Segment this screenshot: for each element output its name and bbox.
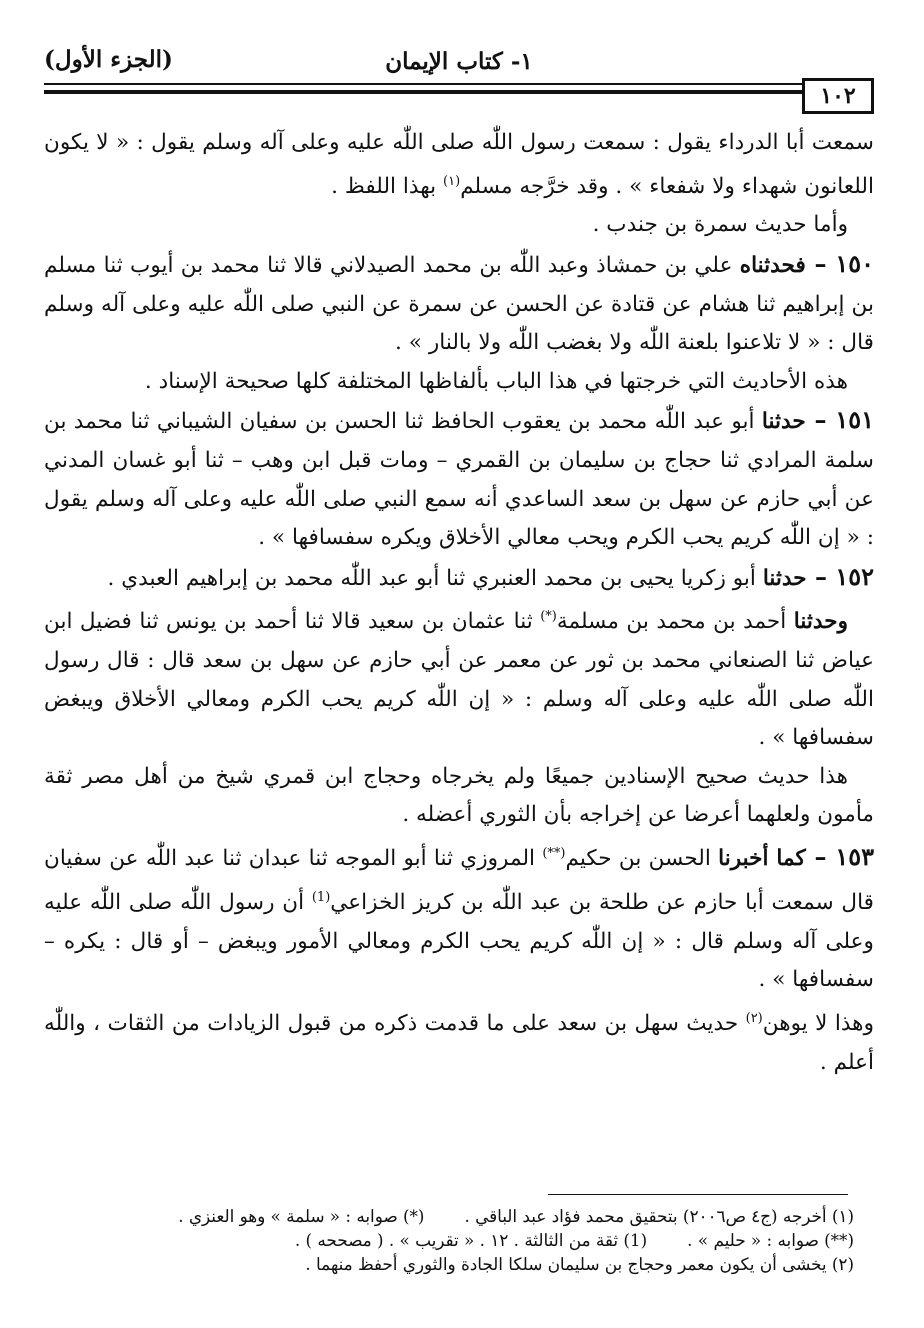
hadith-text: علي بن حمشاذ وعبد اللّٰه بن محمد الصيدلاني قالا ثنا محمد بن أيوب ثنا مسلم بن إبراهيم ثنا هشام عن قتادة عن الحسن عن سمرة عن النبي صلى اللّٰه عليه وعلى آله وسلم قال : « لا تلاعنوا بلعنة اللّٰه ولا بغضب اللّٰه ولا بالنار » . xyxy=(44,252,874,356)
hadith-153: ١٥٣ – كما أخبرنا الحسن بن حكيم(**) المروزي ثنا أبو الموجه ثنا عبدان ثنا عبد اللّٰه عن سفيان قال سمعت أبا حازم عن طلحة بن عبد اللّٰه بن كريز الخزاعي$^{(1)}$ أن رسول اللّٰه صلى اللّٰه عليه وعلى آله وسلم قال : « إن اللّٰه كريم يحب الكرم ومعالي الأمور ويبغض – أو قال : يكره – سفسافها » . xyxy=(44,842,874,993)
paragraph: هذه الأحاديث التي خرجتها في هذا الباب بألفاظها المختلفة كلها صحيحة الإسناد . xyxy=(144,368,848,394)
footnote: (1) ثقة من الثالثة . ١٢ . « تقريب » . ( مصححه ) . xyxy=(294,1230,648,1251)
paragraph-text: ثنا عثمان بن سعيد قالا ثنا أحمد بن يونس ثنا فضيل ابن عياض ثنا الصنعاني محمد بن ثور عن معمر عن أبي حازم عن سهل بن سعد قال : قال رسول اللّٰه صلى اللّٰه عليه وعلى آله وسلم : « إن اللّٰه كريم يحب الكرم ومعالي الأخلاق ويبغض سفسافها » . xyxy=(44,609,874,751)
hadith-lead: وحدثنا xyxy=(793,609,848,635)
hadith-150: ١٥٠ – فحدثناه علي بن حمشاذ وعبد اللّٰه بن محمد الصيدلاني قالا ثنا محمد بن أيوب ثنا مسلم بن إبراهيم ثنا هشام عن قتادة عن الحسن عن سمرة عن النبي صلى اللّٰه عليه وعلى آله وسلم قال : « لا تلاعنوا بلعنة اللّٰه ولا بغضب اللّٰه ولا بالنار » . xyxy=(44,248,874,356)
page-header xyxy=(44,36,874,109)
paragraph xyxy=(44,1000,874,1082)
chapter-title: ١- كتاب الإيمان xyxy=(385,48,533,75)
paragraph-text: حديث سهل بن سعد على ما قدمت ذكره من قبول الزيادات من الثقات ، واللّٰه أعلم . xyxy=(44,1011,874,1075)
header-rule-thin xyxy=(44,83,806,85)
footnote-line: (٢) يخشى أن يكون معمر وحجاج بن سليمان سلكا الجادة والثوري أحفظ منهما . xyxy=(305,1254,854,1275)
hadith-lead: حدثنا xyxy=(762,565,807,591)
footnote-line xyxy=(44,1228,854,1252)
footnote-marker: (1) xyxy=(311,889,331,905)
hadith-lead: حدثنا xyxy=(761,409,806,435)
footnote: (*) صوابه : « سلمة » وهو العنزي . xyxy=(178,1206,425,1226)
paragraph-text: وهذا لا يوهن xyxy=(762,1011,874,1036)
header-rule-thick xyxy=(44,90,806,94)
footnote: (١) أخرجه (ج٤ ص٢٠٠٦) بتحقيق محمد فؤاد عبد الباقي . xyxy=(464,1206,854,1226)
page-number: ١٠٢ xyxy=(802,78,874,114)
hadith-lead: فحدثناه xyxy=(739,252,806,278)
footnote-marker: (٢) xyxy=(745,1010,763,1026)
main-text xyxy=(44,124,874,1082)
paragraph: هذا حديث صحيح الإسنادين جميعًا ولم يخرجاه وحجاج ابن قمري شيخ من أهل مصر ثقة مأمون ولعلهما أعرضا عن إخراجه بأن الثوري أعضله . xyxy=(44,763,874,828)
paragraph: وأما حديث سمرة بن جندب . xyxy=(592,212,848,238)
footnote-marker: (**) xyxy=(542,846,566,862)
paragraph-text: سمعت أبا الدرداء يقول : سمعت رسول اللّٰه صلى اللّٰه عليه وعلى آله وسلم يقول : « لا يكون اللعانون شهداء ولا شفعاء » . وقد خرَّجه مسلم xyxy=(44,130,874,199)
hadith-number: ١٥٣ xyxy=(835,842,874,872)
hadith-number: ١٥١ xyxy=(835,405,874,435)
footnote-line xyxy=(44,1204,854,1228)
footnote-marker: (*) xyxy=(540,609,557,625)
footnotes xyxy=(44,1204,854,1277)
hadith-number: ١٥٢ xyxy=(835,561,874,591)
paragraph xyxy=(44,124,874,206)
hadith-151: ١٥١ – حدثنا أبو عبد اللّٰه محمد بن يعقوب الحافظ ثنا الحسن بن سفيان الشيباني ثنا محمد بن سلمة المرادي ثنا حجاج بن سليمان بن القمري – ومات قبل ابن وهب – ثنا أبو غسان المدني عن أبي حازم عن سهل بن سعد الساعدي أنه سمع النبي صلى اللّٰه عليه وعلى آله وسلم يقول : « إن اللّٰه كريم يحب الكرم ويحب معالي الأخلاق ويكره سفسافها » . xyxy=(44,405,874,551)
footnote-separator xyxy=(548,1194,848,1195)
paragraph-text: بهذا اللفظ . xyxy=(331,173,444,199)
footnote-marker: (١) xyxy=(443,173,461,189)
hadith-lead: كما أخبرنا xyxy=(718,846,806,872)
hadith-152: ١٥٢ – حدثنا أبو زكريا يحيى بن محمد العنبري ثنا أبو عبد اللّٰه محمد بن إبراهيم العبدي . xyxy=(107,561,874,591)
hadith-text: أن رسول اللّٰه صلى اللّٰه عليه وعلى آله وسلم قال : « إن اللّٰه كريم يحب الكرم ومعالي الأمور ويبغض – أو قال : يكره – سفسافها » . xyxy=(44,890,874,993)
hadith-text: أبو زكريا يحيى بن محمد العنبري ثنا أبو عبد اللّٰه محمد بن إبراهيم العبدي . xyxy=(107,565,756,591)
hadith-text: أبو عبد اللّٰه محمد بن يعقوب الحافظ ثنا الحسن بن سفيان الشيباني ثنا محمد بن سلمة المرادي ثنا حجاج بن سليمان بن القمري – ومات قبل ابن وهب – ثنا أبو غسان المدني عن أبي حازم عن سهل بن سعد الساعدي أنه سمع النبي صلى اللّٰه عليه وعلى آله وسلم يقول : « إن اللّٰه كريم يحب الكرم ويحب معالي الأخلاق ويكره سفسافها » . xyxy=(44,409,874,551)
paragraph xyxy=(44,598,874,758)
footnote: (**) صوابه : « حليم » . xyxy=(687,1230,854,1251)
hadith-number: ١٥٠ xyxy=(835,248,874,278)
hadith-text: الحسن بن حكيم xyxy=(565,846,711,872)
hadith-text: المروزي ثنا أبو الموجه ثنا عبدان ثنا عبد اللّٰه عن سفيان قال سمعت أبا حازم عن طلحة بن عبد اللّٰه بن كريز الخزاعي xyxy=(44,846,874,916)
paragraph-text: أحمد بن محمد بن مسلمة xyxy=(556,609,787,635)
volume-label: (الجزء الأول) xyxy=(44,46,173,73)
